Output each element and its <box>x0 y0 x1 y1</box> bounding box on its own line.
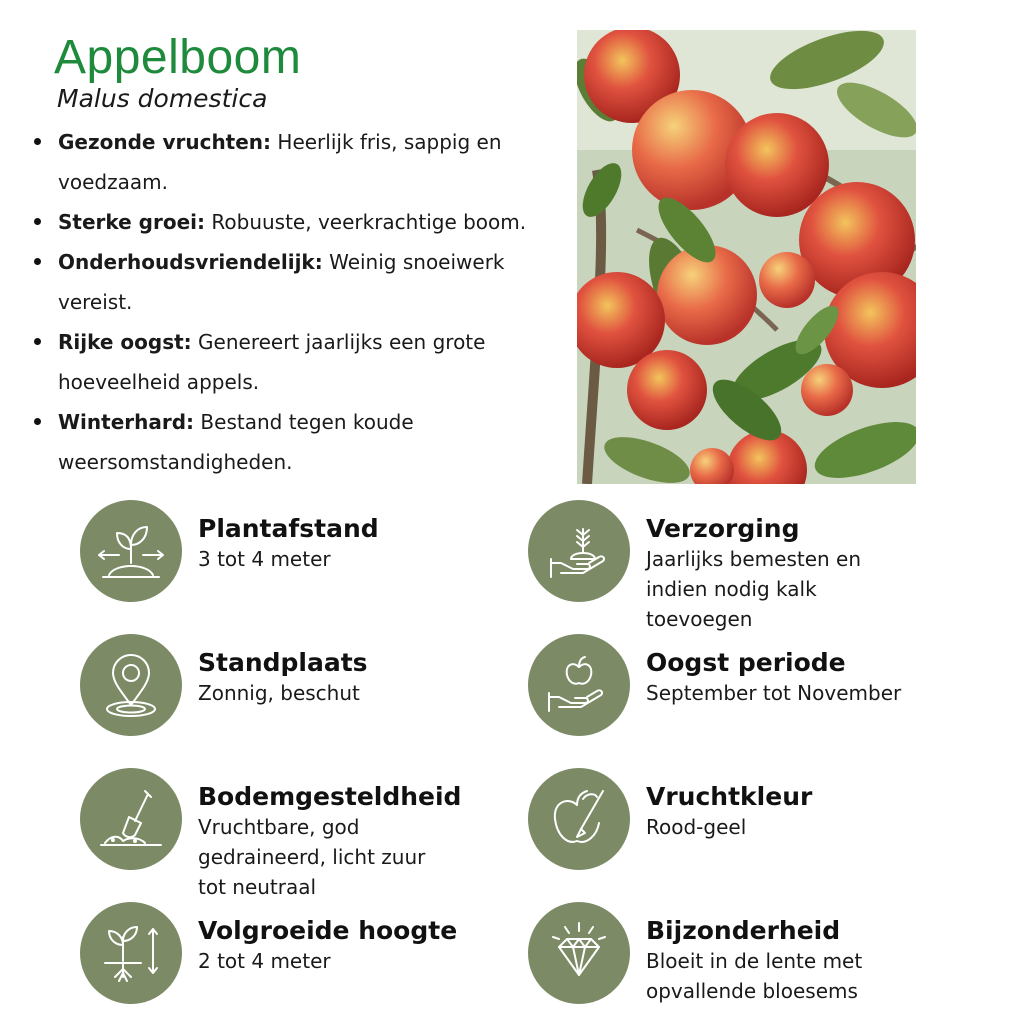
info-verzorging <box>528 500 896 634</box>
feature-item <box>34 122 574 202</box>
feature-list <box>34 122 574 482</box>
feature-item <box>34 402 574 482</box>
info-title: Oogst periode <box>646 648 846 677</box>
info-bodemgesteldheid <box>80 768 461 902</box>
feature-text: Weinig snoeiwerk vereist. <box>58 250 505 314</box>
info-standplaats <box>80 634 478 736</box>
page-title: Appelboom <box>54 31 302 84</box>
info-body: 2 tot 4 meter <box>198 949 331 973</box>
diamond-icon <box>528 902 630 1004</box>
location-pin-icon <box>80 634 182 736</box>
feature-item <box>34 202 574 242</box>
info-volgroeide-hoogte <box>80 902 478 1004</box>
info-title: Verzorging <box>646 514 800 543</box>
info-body: Rood-geel <box>646 815 747 839</box>
info-body: Vruchtbare, god gedraineerd, licht zuur tot neutraal <box>198 815 426 899</box>
feature-label: Rijke oogst: <box>58 330 192 354</box>
feature-label: Sterke groei: <box>58 210 206 234</box>
botanical-name: Malus domestica <box>57 84 268 113</box>
apple-in-hand-icon <box>528 634 630 736</box>
info-vruchtkleur <box>528 768 926 870</box>
apple-brush-icon <box>528 768 630 870</box>
apple-cluster-illustration <box>577 30 916 484</box>
info-title: Vruchtkleur <box>646 782 813 811</box>
info-title: Bodemgesteldheid <box>198 782 462 811</box>
info-oogst-periode <box>528 634 946 736</box>
feature-label: Winterhard: <box>58 410 195 434</box>
feature-item <box>34 322 574 402</box>
info-title: Plantafstand <box>198 514 379 543</box>
feature-text: Robuuste, veerkrachtige boom. <box>205 210 527 234</box>
plant-in-hand-icon <box>528 500 630 602</box>
feature-text: Heerlijk fris, sappig en voedzaam. <box>58 130 502 194</box>
info-body: September tot November <box>646 681 902 705</box>
info-title: Bijzonderheid <box>646 916 841 945</box>
sprout-height-icon <box>80 902 182 1004</box>
apple-tree-photo <box>577 30 916 484</box>
feature-label: Onderhoudsvriendelijk: <box>58 250 323 274</box>
feature-label: Gezonde vruchten: <box>58 130 272 154</box>
info-title: Standplaats <box>198 648 368 677</box>
feature-text: Genereert jaarlijks een grote hoeveelheid appels. <box>58 330 486 394</box>
info-body: Zonnig, beschut <box>198 681 360 705</box>
shovel-icon <box>80 768 182 870</box>
info-body: 3 tot 4 meter <box>198 547 331 571</box>
info-body: Bloeit in de lente met opvallende bloesems <box>646 949 863 1003</box>
info-bijzonderheid <box>528 902 906 1006</box>
feature-item <box>34 242 574 322</box>
info-plantafstand <box>80 500 478 602</box>
plant-spacing-icon <box>80 500 182 602</box>
feature-text: Bestand tegen koude weersomstandigheden. <box>58 410 414 474</box>
info-title: Volgroeide hoogte <box>198 916 458 945</box>
info-body: Jaarlijks bemesten en indien nodig kalk toevoegen <box>646 547 862 631</box>
